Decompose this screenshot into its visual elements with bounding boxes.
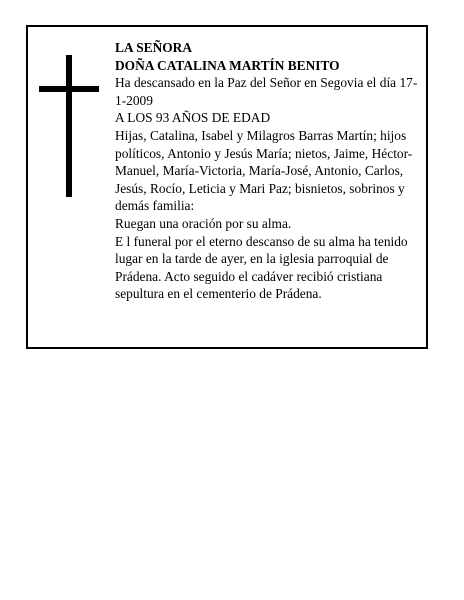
cross-icon	[39, 55, 99, 197]
notice-title: LA SEÑORA	[115, 40, 193, 55]
deceased-name: DOÑA CATALINA MARTÍN BENITO	[115, 57, 340, 73]
obituary-notice	[26, 25, 428, 349]
family-list: Hijas, Catalina, Isabel y Milagros Barras Martín; hijos políticos, Antonio y Jesús María; nietos, Jaime, Héctor-Manuel, María-Victoria, María-José, Antonio, Carlos, Jesús, Rocío, Leticia y Mari Paz; bisnietos, sobrinos y demás familia:	[115, 127, 413, 214]
death-info: Ha descansado en la Paz del Señor en Segovia el día 17-1-2009	[115, 75, 418, 108]
age-line: A LOS 93 AÑOS DE EDAD	[115, 110, 271, 126]
prayer-request: Ruegan una oración por su alma.	[115, 215, 292, 231]
funeral-info: E l funeral por el eterno descanso de su alma ha tenido lugar en la tarde de ayer, en la iglesia parroquial de Prádena. Acto seguido el cadáver recibió cristiana sepultura en el cementerio de Prádena.	[115, 233, 408, 302]
notice-text	[115, 39, 423, 303]
cross-horizontal-bar	[39, 86, 99, 92]
cross-vertical-bar	[66, 55, 72, 197]
